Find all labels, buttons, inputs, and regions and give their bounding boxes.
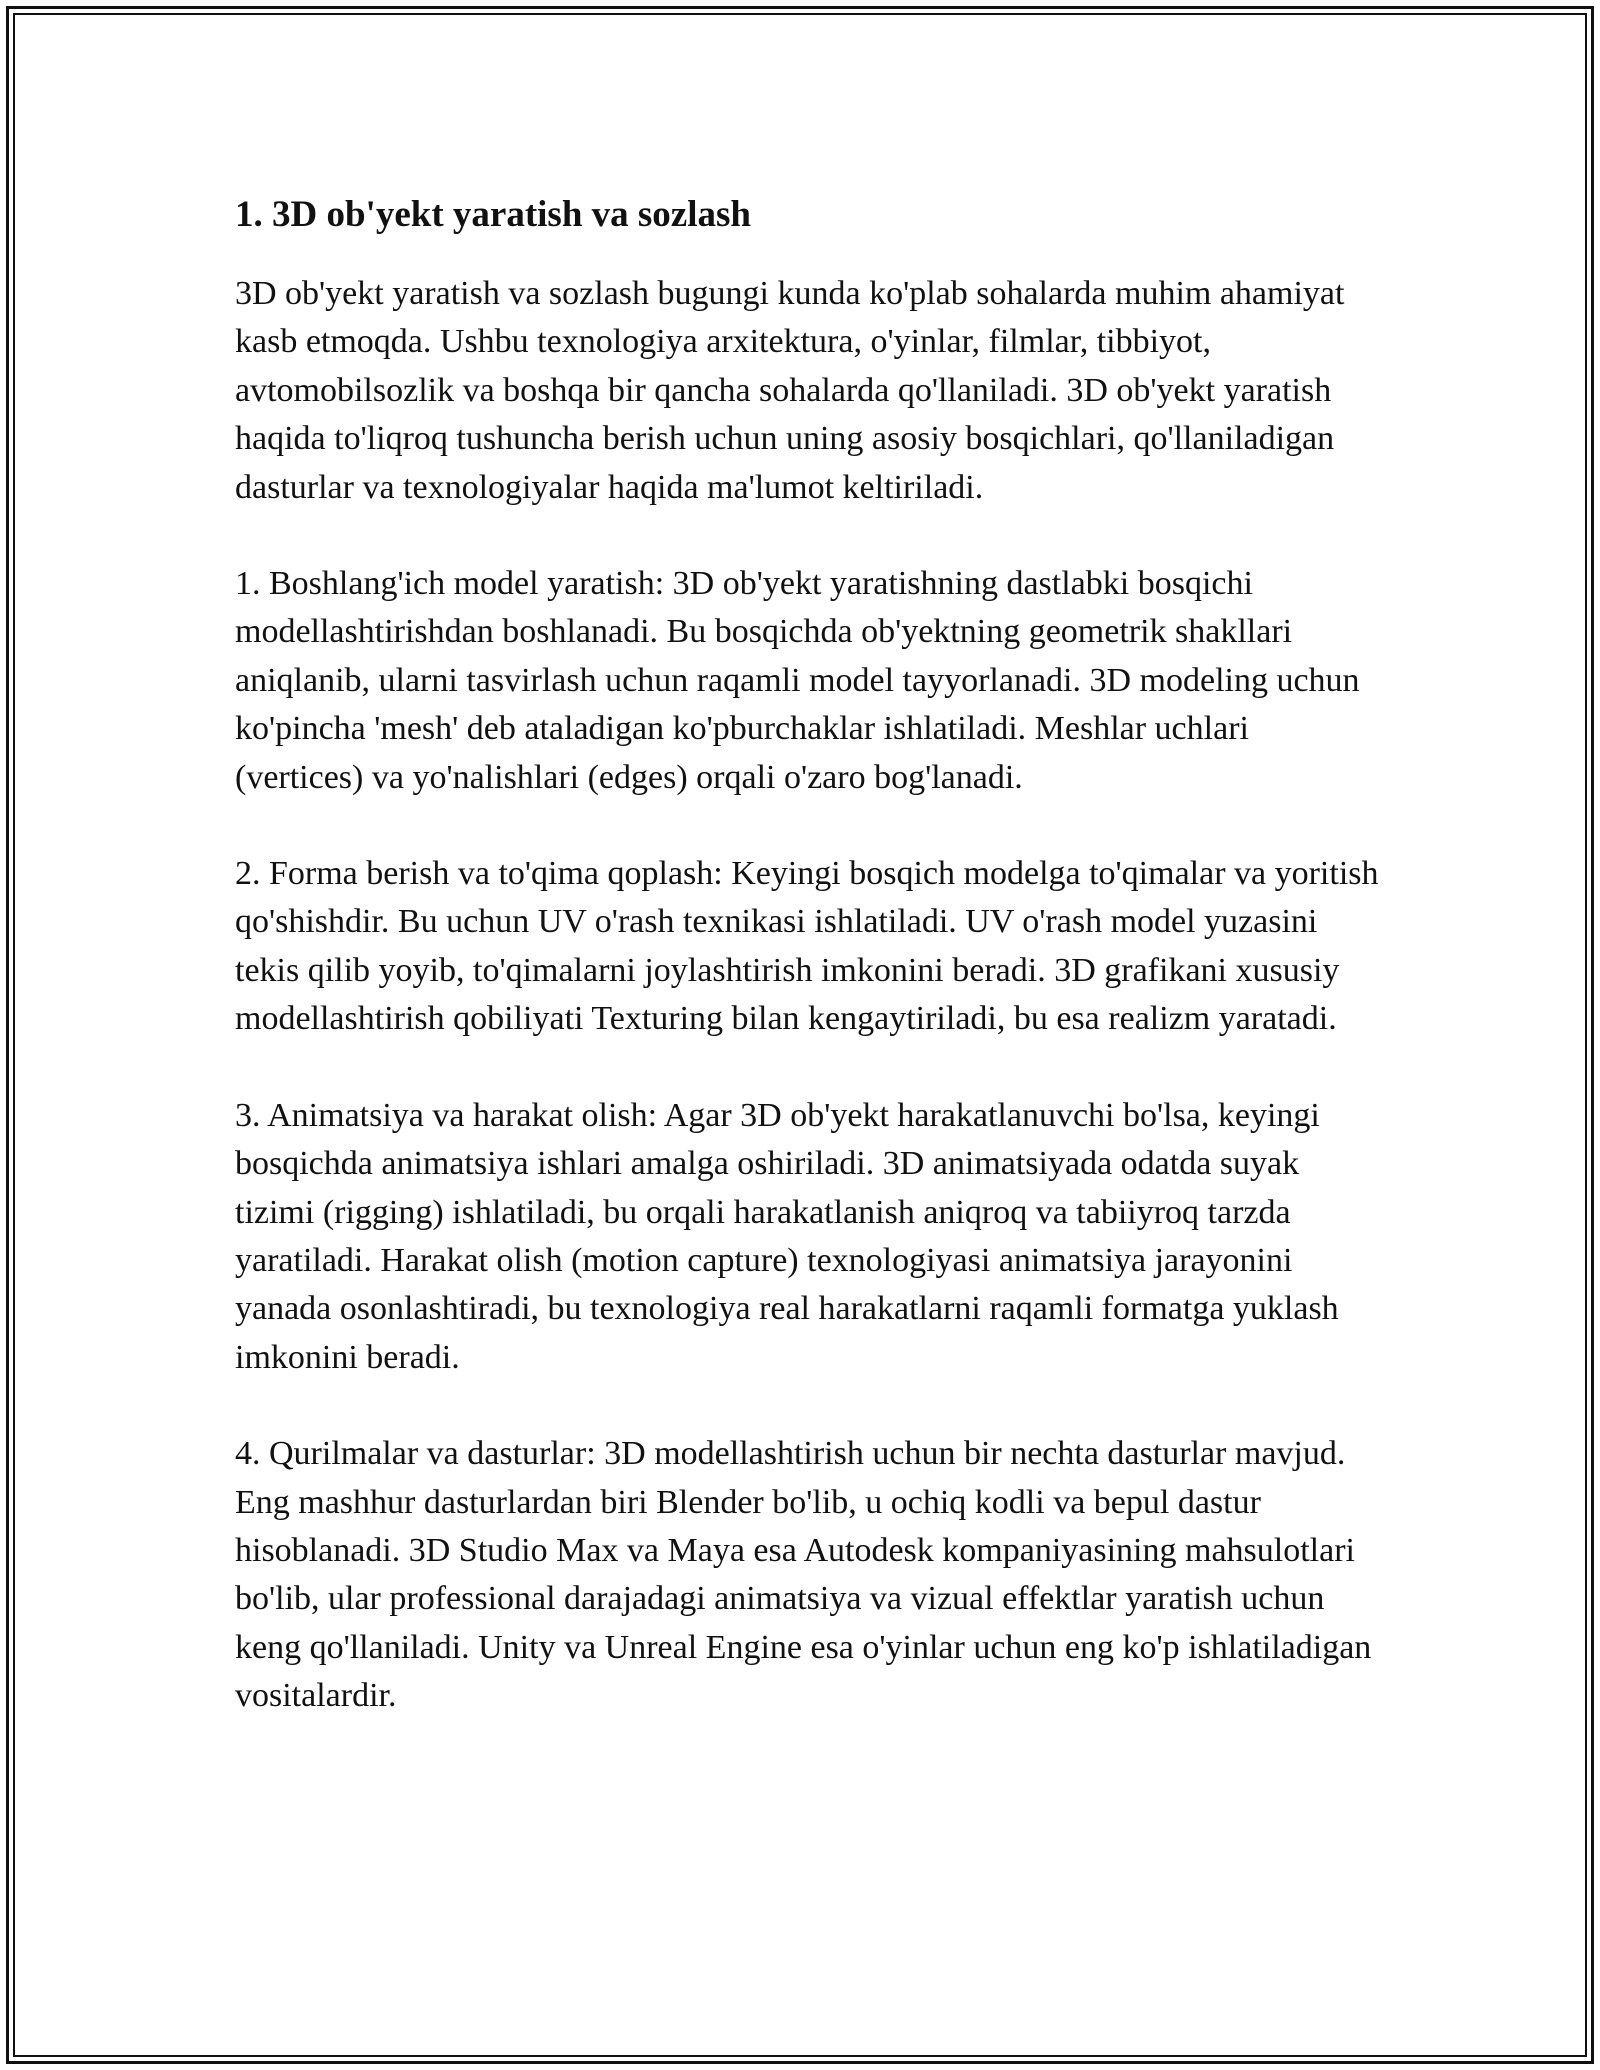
intro-paragraph: 3D ob'yekt yaratish va sozlash bugungi kunda ko'plab sohalarda muhim ahamiyat kasb etmoqda. Ushbu texnologiya arxitektura, o'yinlar, filmlar, tibbiyot, avtomobilsozlik va boshqa bir qancha sohalarda qo'llaniladi. 3D ob'yekt yaratish haqida to'liqroq tushuncha berish uchun uning asosiy bosqichlari, qo'llaniladigan dasturlar va texnologiyalar haqida ma'lumot keltiriladi. [235,275,1345,506]
texturing-paragraph: 2. Forma berish va to'qima qoplash: Keyingi bosqich modelga to'qimalar va yoritish qo'shishdir. Bu uchun UV o'rash texnikasi ishlatiladi. UV o'rash model yuzasini tekis qilib yoyib, to'qimalarni joylashtirish imkonini beradi. 3D grafikani xususiy modellashtirish qobiliyati Texturing bilan kengaytiriladi, bu esa realizm yaratadi. [235,855,1379,1038]
section-heading: 1. 3D ob'yekt yaratish va sozlash [235,194,751,235]
modeling-paragraph: 1. Boshlang'ich model yaratish: 3D ob'yekt yaratishning dastlabki bosqichi modellashtirishdan boshlanadi. Bu bosqichda ob'yektning geometrik shakllari aniqlanib, ularni tasvirlash uchun raqamli model tayyorlanadi. 3D modeling uchun ko'pincha 'mesh' deb ataladigan ko'pburchaklar ishlatiladi. Meshlar uchlari (vertices) va yo'nalishlari (edges) orqali o'zaro bog'lanadi. [235,565,1360,796]
software-paragraph: 4. Qurilmalar va dasturlar: 3D modellashtirish uchun bir nechta dasturlar mavjud. Eng mashhur dasturlardan biri Blender bo'lib, u ochiq kodli va bepul dastur hisoblanadi. 3D Studio Max va Maya esa Autodesk kompaniyasining mahsulotlari bo'lib, ular professional darajadagi animatsiya va vizual effektlar yaratish uchun keng qo'llaniladi. Unity va Unreal Engine esa o'yinlar uchun eng ko'p ishlatiladigan vositalardir. [235,1435,1372,1715]
document-body [235,186,1380,1769]
animation-paragraph: 3. Animatsiya va harakat olish: Agar 3D ob'yekt harakatlanuvchi bo'lsa, keyingi bosqichda animatsiya ishlari amalga oshiriladi. 3D animatsiyada odatda suyak tizimi (rigging) ishlatiladi, bu orqali harakatlanish aniqroq va tabiiyroq tarzda yaratiladi. Harakat olish (motion capture) texnologiyasi animatsiya jarayonini yanada osonlashtiradi, bu texnologiya real harakatlarni raqamli formatga yuklash imkonini beradi. [235,1096,1339,1376]
